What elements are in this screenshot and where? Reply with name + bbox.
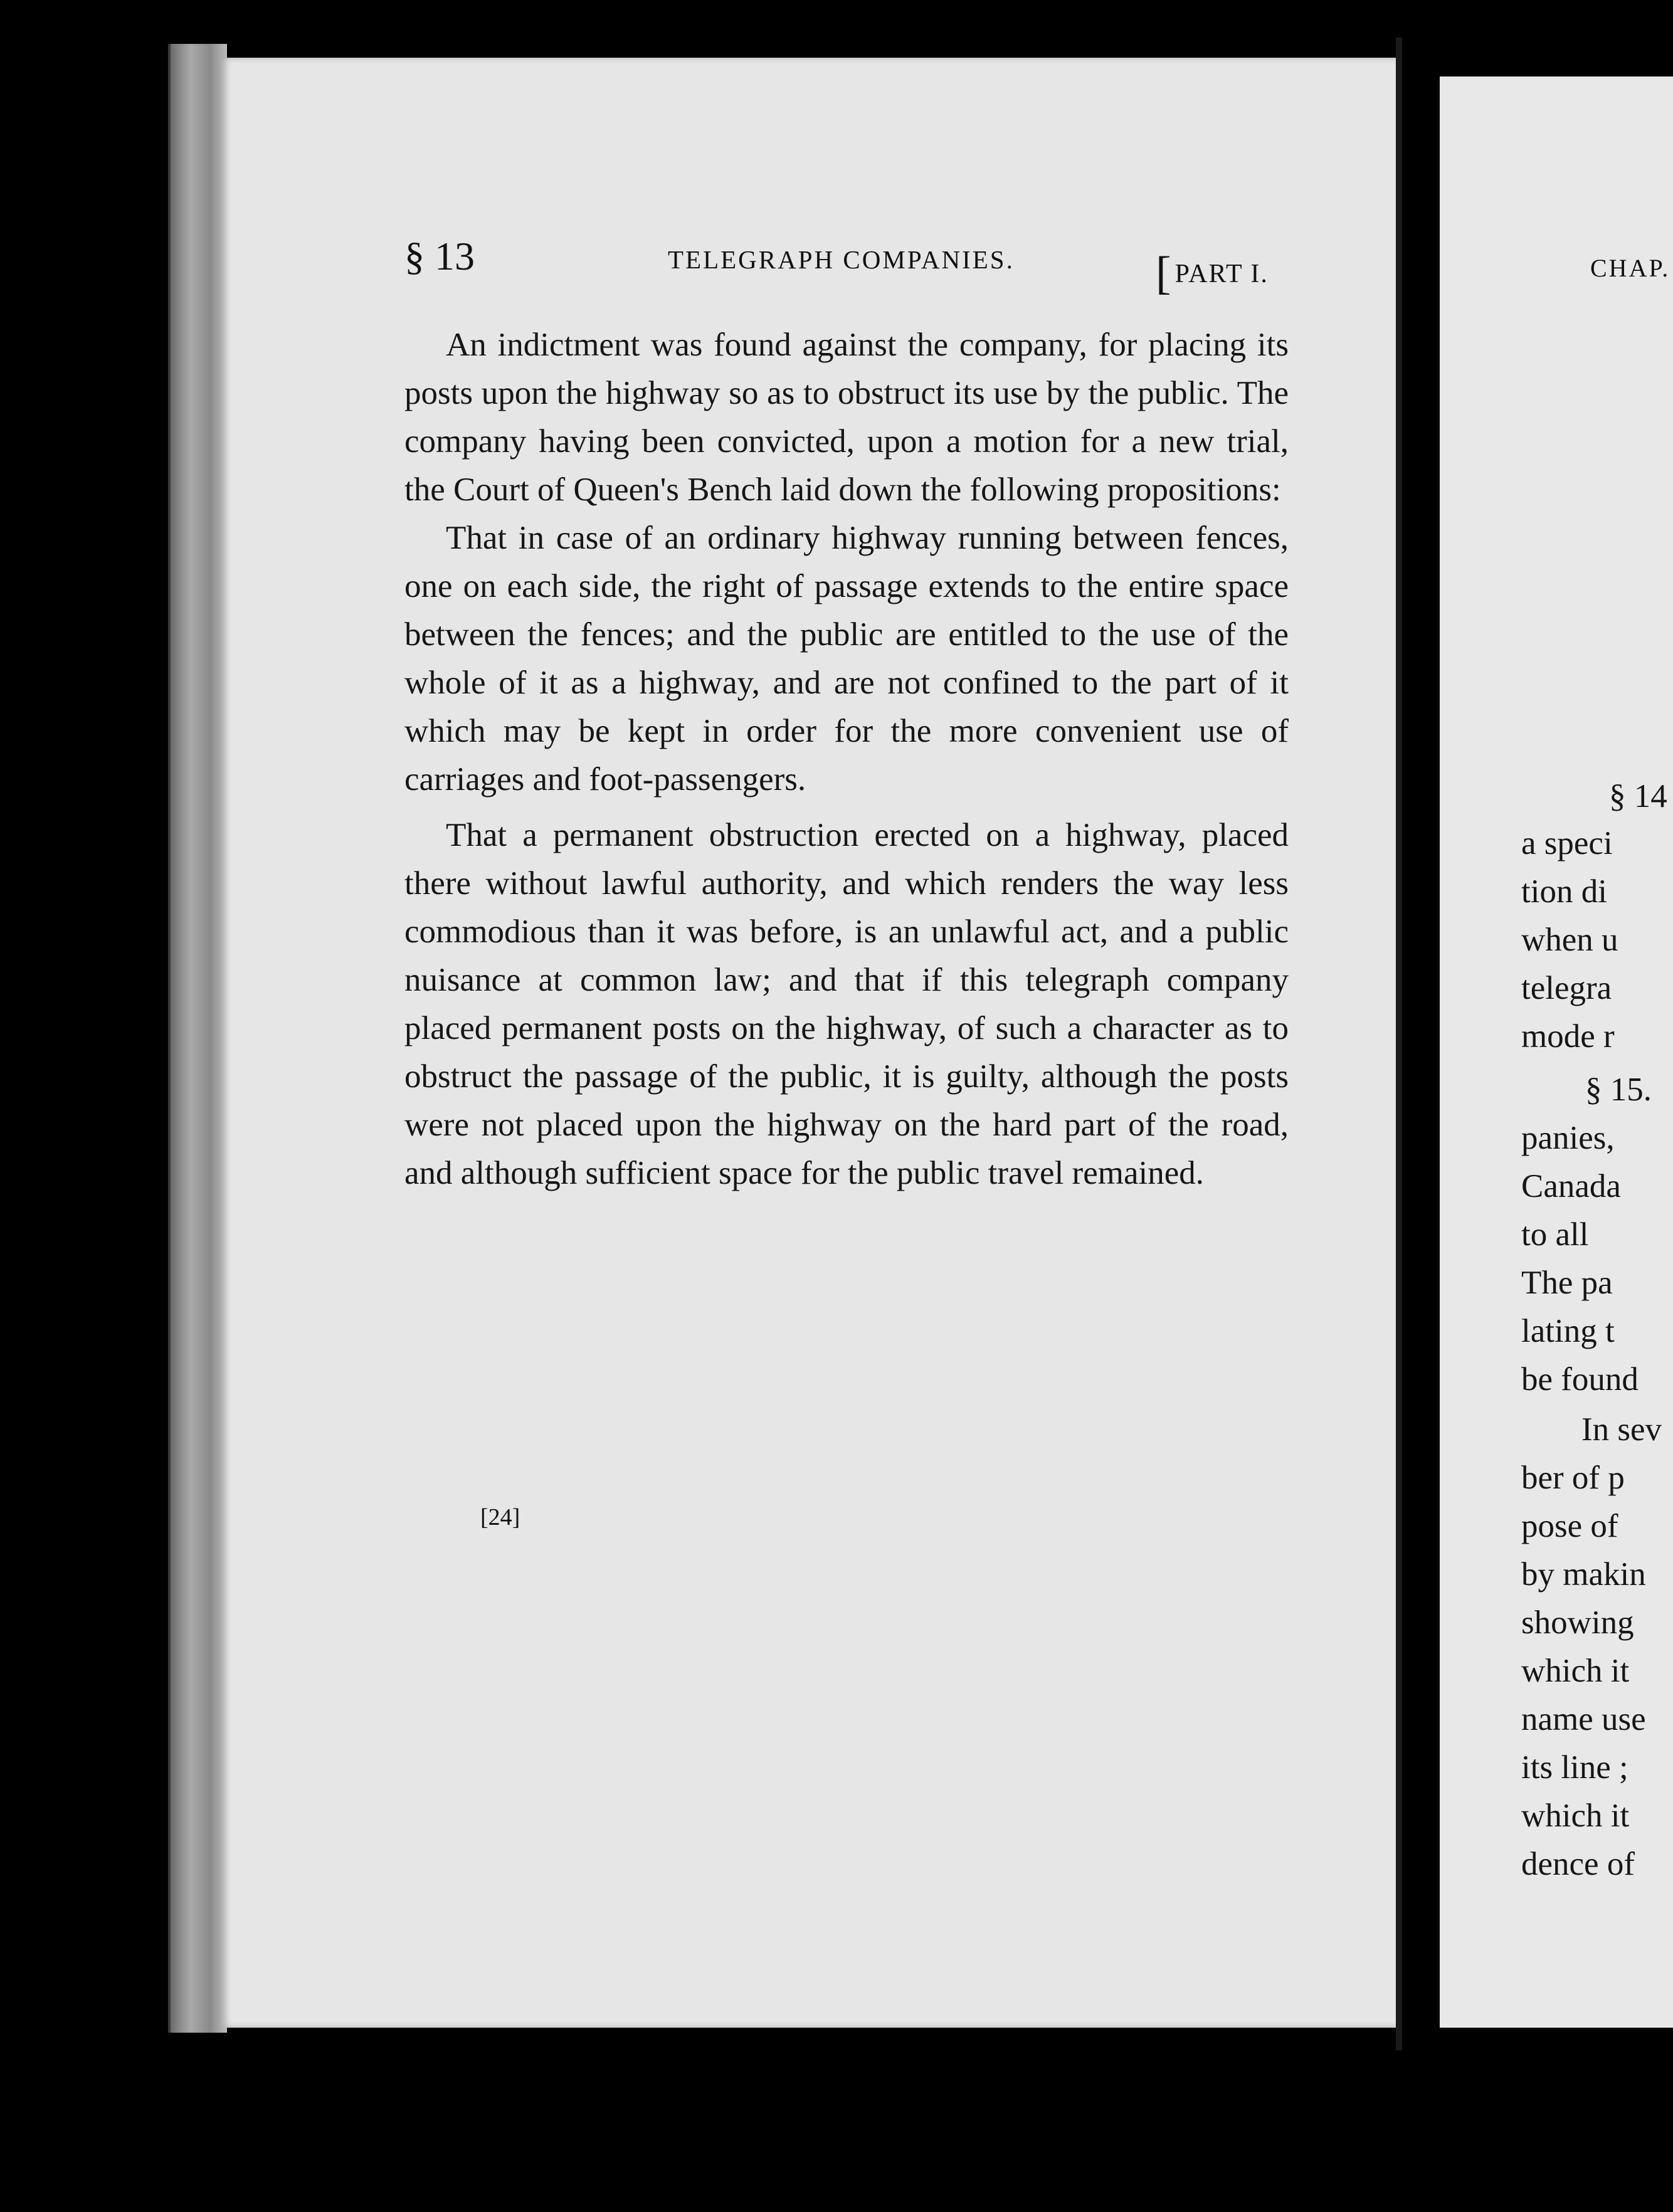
right-page-line: The pa xyxy=(1521,1265,1613,1301)
right-page-line: ber of p xyxy=(1521,1460,1625,1496)
running-title: TELEGRAPH COMPANIES. xyxy=(668,245,1015,274)
page-number: [24] xyxy=(480,1504,520,1530)
right-page-line: its line ; xyxy=(1521,1749,1628,1786)
right-page-line: panies, xyxy=(1521,1120,1615,1156)
right-page-line: to all xyxy=(1521,1216,1589,1253)
part-text: PART I. xyxy=(1174,260,1269,288)
right-page-line: be found xyxy=(1521,1361,1639,1398)
book-gutter xyxy=(1396,38,1402,2050)
part-label xyxy=(1156,241,1269,299)
paragraph-indictment: An indictment was found against the company, for placing its posts upon the highway so as to obstruct its use by the public. The company having been convicted, upon a motion for a new trial, the Court of Queen's Bench laid down the following propositions: xyxy=(404,327,1289,508)
paragraph-right-of-passage: That in case of an ordinary highway running between fences, one on each side, the right of passage extends to the entire space between the fences; and the public are entitled to the use of the whole of it as a highway, and are not confined to the part of it which may be kept in order for the more convenient use of carriages and foot-passengers. xyxy=(404,520,1289,798)
running-head xyxy=(404,233,1295,299)
paragraph-obstruction: That a permanent obstruction erected on a highway, placed there without lawful authority, and which renders the way less commodious than it was before, is an unlawful act, and a public nuisance at common law; and that if this telegraph company placed permanent posts on the highway, of such a character as to obstruct the passage of the public, it is guilty, although the posts were not placed upon the highway on the hard part of the road, and although sufficient space for the public travel remained. xyxy=(404,817,1289,1191)
right-page-line: pose of xyxy=(1521,1508,1618,1544)
page-edge xyxy=(168,44,227,2033)
right-page-line: which it xyxy=(1521,1653,1630,1689)
right-page-line: In sev xyxy=(1581,1411,1662,1448)
section-number: § 13 xyxy=(404,234,475,278)
right-page-line: tion di xyxy=(1521,873,1607,910)
right-page-line: showing xyxy=(1521,1604,1634,1641)
right-page-line: dence of xyxy=(1521,1846,1635,1882)
right-page-line: § 14 xyxy=(1609,778,1667,814)
right-page-line: by makin xyxy=(1521,1556,1646,1593)
right-page-line: a speci xyxy=(1521,825,1613,861)
right-page-line: § 15. xyxy=(1585,1072,1652,1108)
right-page-line: which it xyxy=(1521,1798,1630,1834)
right-page-line: name use xyxy=(1521,1701,1646,1737)
right-page-line: telegra xyxy=(1521,970,1612,1006)
right-page-line: when u xyxy=(1521,922,1618,958)
right-page-line: Canada xyxy=(1521,1168,1621,1204)
right-page-line: lating t xyxy=(1521,1313,1615,1349)
part-bracket: [ xyxy=(1156,248,1173,299)
right-page-line: mode r xyxy=(1521,1018,1615,1055)
body-text xyxy=(404,321,1289,1198)
right-running-head: CHAP. xyxy=(1590,254,1670,282)
